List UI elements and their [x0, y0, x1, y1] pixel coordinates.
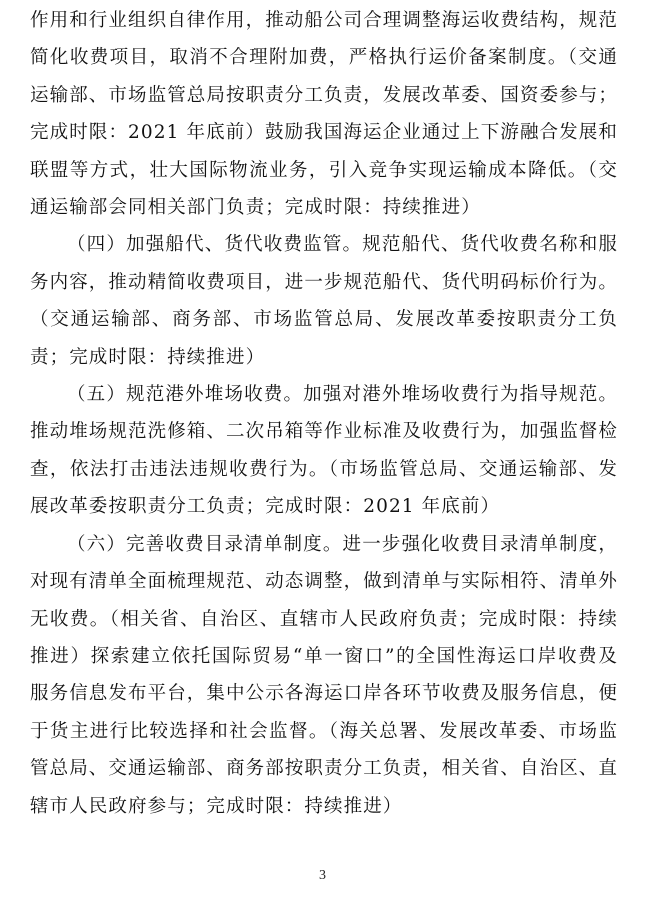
- paragraph-item-4: （四）加强船代、货代收费监管。规范船代、货代收费名称和服务内容，推动精简收费项目，进一步规范船代、货代明码标价行为。（交通运输部、商务部、市场监管总局、发展改革委按职责分工负责；完成时限：持续推进）: [30, 234, 619, 368]
- page-number: 3: [319, 868, 326, 883]
- paragraph-continuation: 作用和行业组织自律作用，推动船公司合理调整海运收费结构，规范简化收费项目，取消不合理附加费，严格执行运价备案制度。（交通运输部、市场监管总局按职责分工负责，发展改革委、国资委参与；完成时限：2021 年底前）鼓励我国海运企业通过上下游融合发展和联盟等方式，壮大国际物流业务，引入竞争实现运输成本降低。（交通运输部会同相关部门负责；完成时限：持续推进）: [30, 10, 619, 219]
- paragraph-item-6: （六）完善收费目录清单制度。进一步强化收费目录清单制度，对现有清单全面梳理规范、动态调整，做到清单与实际相符、清单外无收费。（相关省、自治区、直辖市人民政府负责；完成时限：持续推进）探索建立依托国际贸易“单一窗口”的全国性海运口岸收费及服务信息发布平台，集中公示各海运口岸各环节收费及服务信息，便于货主进行比较选择和社会监督。（海关总署、发展改革委、市场监管总局、交通运输部、商务部按职责分工负责，相关省、自治区、直辖市人民政府参与；完成时限：持续推进）: [30, 533, 619, 817]
- paragraph-item-5: （五）规范港外堆场收费。加强对港外堆场收费行为指导规范。推动堆场规范洗修箱、二次吊箱等作业标准及收费行为，加强监督检查，依法打击违法违规收费行为。（市场监管总局、交通运输部、发展改革委按职责分工负责；完成时限：2021 年底前）: [30, 384, 619, 518]
- document-body: [30, 2, 618, 825]
